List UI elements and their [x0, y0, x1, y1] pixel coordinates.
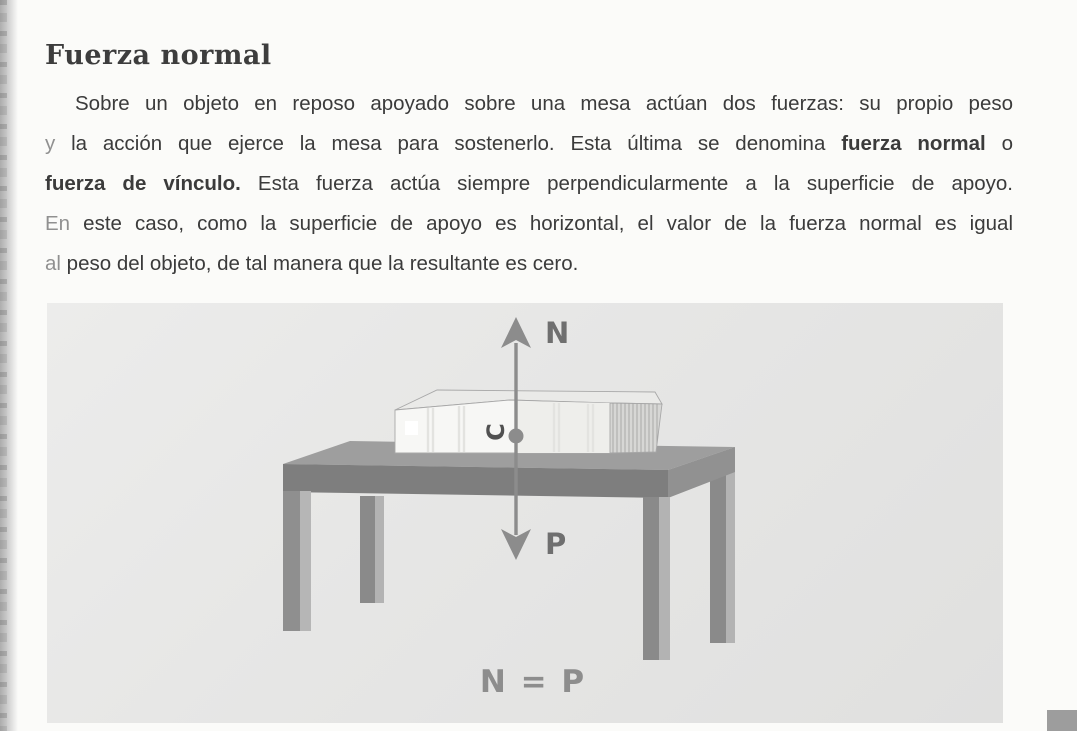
table-leg-back-left-highlight — [375, 496, 384, 603]
book-front-shading — [517, 401, 610, 453]
corner-scan-mark — [1047, 710, 1077, 731]
body-line — [45, 164, 1013, 204]
figure-panel — [47, 303, 1003, 723]
body-text: Esta fuerza actúa siempre perpendicularmente a la superficie de apoyo. — [240, 172, 1014, 195]
body-line — [45, 204, 1013, 244]
bold-term: fuerza normal — [841, 132, 986, 155]
body-text: En — [45, 212, 71, 235]
page-title: Fuerza normal — [45, 40, 272, 71]
table-leg-back-left — [360, 496, 375, 603]
bold-term: fuerza de vínculo. — [45, 172, 241, 195]
body-line — [45, 84, 1013, 124]
body-text: peso del objeto, de tal manera que la resultante es cero. — [60, 252, 579, 275]
table-leg-back-right-highlight — [726, 471, 735, 643]
body-line — [45, 244, 1013, 284]
normal-force-label: N — [545, 316, 570, 350]
table-illustration — [283, 441, 735, 660]
body-text: este caso, como la superficie de apoyo es horizontal, el valor de la fuerza normal es igual — [70, 212, 1013, 235]
normal-force-figure — [47, 303, 1003, 723]
equation-label: N = P — [479, 664, 587, 700]
center-of-gravity-dot — [509, 429, 524, 444]
weight-force-label: P — [545, 527, 567, 561]
book-cover-label — [405, 421, 418, 435]
center-of-gravity-label: C — [482, 423, 510, 441]
table-leg-front-left — [283, 491, 300, 631]
body-line — [45, 124, 1013, 164]
body-text: Sobre un objeto en reposo apoyado sobre una mesa actúan dos fuerzas: su propio peso — [75, 92, 1013, 115]
body-text: al — [45, 252, 61, 275]
body-text: y — [45, 132, 56, 155]
table-front-edge — [283, 464, 668, 498]
paragraph — [45, 84, 1013, 284]
book-page-edges — [610, 403, 662, 453]
table-leg-front-left-highlight — [300, 491, 311, 631]
scan-gutter-band — [0, 0, 18, 731]
table-leg-front-right-highlight — [659, 497, 670, 660]
table-leg-back-right — [710, 471, 726, 643]
table-leg-front-right — [643, 497, 659, 660]
book-illustration — [395, 390, 662, 455]
body-text: la acción que ejerce la mesa para sostenerlo. Esta última se denomina — [55, 132, 842, 155]
body-text: o — [985, 132, 1014, 155]
